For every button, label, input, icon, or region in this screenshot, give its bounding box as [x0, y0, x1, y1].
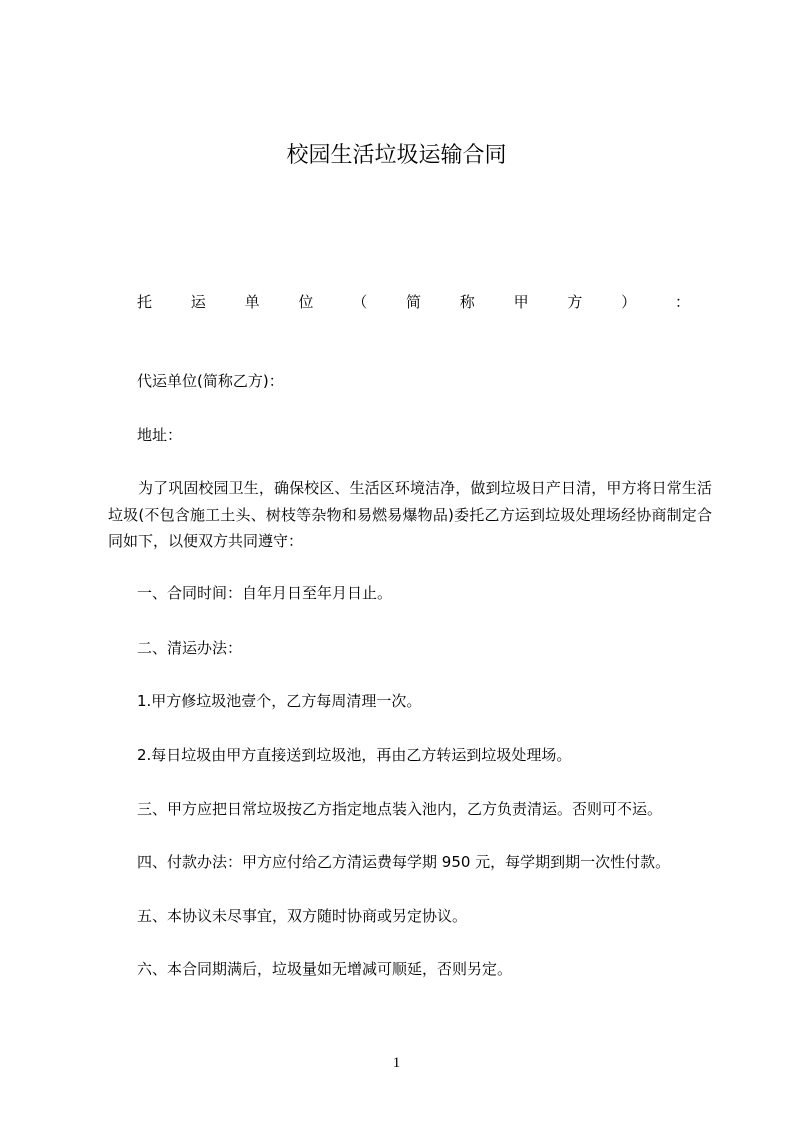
document-title: 校园生活垃圾运输合同 — [286, 143, 507, 168]
party-a-char: 简 — [405, 293, 421, 311]
clause-5: 五、本协议未尽事宜，双方随时协商或另定协议。 — [137, 907, 468, 925]
party-a-char: （ — [352, 293, 368, 311]
clause-3: 三、甲方应把日常垃圾按乙方指定地点装入池内，乙方负责清运。否则可不运。 — [137, 800, 663, 818]
address-line: 地址： — [137, 426, 183, 444]
intro-paragraph: 为了巩固校园卫生，确保校区、生活区环境洁净，做到垃圾日产日清，甲方将日常生活垃圾(不包含施工土头、树枝等杂物和易燃易爆物品)委托乙方运到垃圾处理场经协商制定合同如下，以便双方共同遵守： — [108, 479, 712, 550]
party-a-char: 方 — [567, 293, 583, 311]
party-a-char: 托 — [137, 293, 153, 311]
party-a-char: ） — [621, 293, 637, 311]
party-b-line: 代运单位(简称乙方)： — [137, 372, 284, 390]
party-a-char: 单 — [244, 293, 260, 311]
clause-4: 四、付款办法：甲方应付给乙方清运费每学期 950 元，每学期到期一次性付款。 — [137, 853, 671, 871]
clause-2-item-2: 2.每日垃圾由甲方直接送到垃圾池，再由乙方转运到垃圾处理场。 — [137, 746, 572, 764]
party-a-line — [137, 291, 690, 313]
party-a-char: 甲 — [513, 293, 529, 311]
clause-1: 一、合同时间：自年月日至年月日止。 — [137, 584, 393, 602]
party-a-char: ： — [674, 293, 690, 311]
party-a-char: 位 — [298, 293, 314, 311]
party-a-char: 运 — [190, 293, 206, 311]
clause-2-item-1: 1.甲方修垃圾池壹个，乙方每周清理一次。 — [137, 692, 422, 710]
party-a-char: 称 — [459, 293, 475, 311]
page-number: 1 — [392, 1055, 401, 1071]
clause-2: 二、清运办法： — [137, 639, 243, 657]
clause-6: 六、本合同期满后，垃圾量如无增减可顺延，否则另定。 — [137, 960, 513, 978]
